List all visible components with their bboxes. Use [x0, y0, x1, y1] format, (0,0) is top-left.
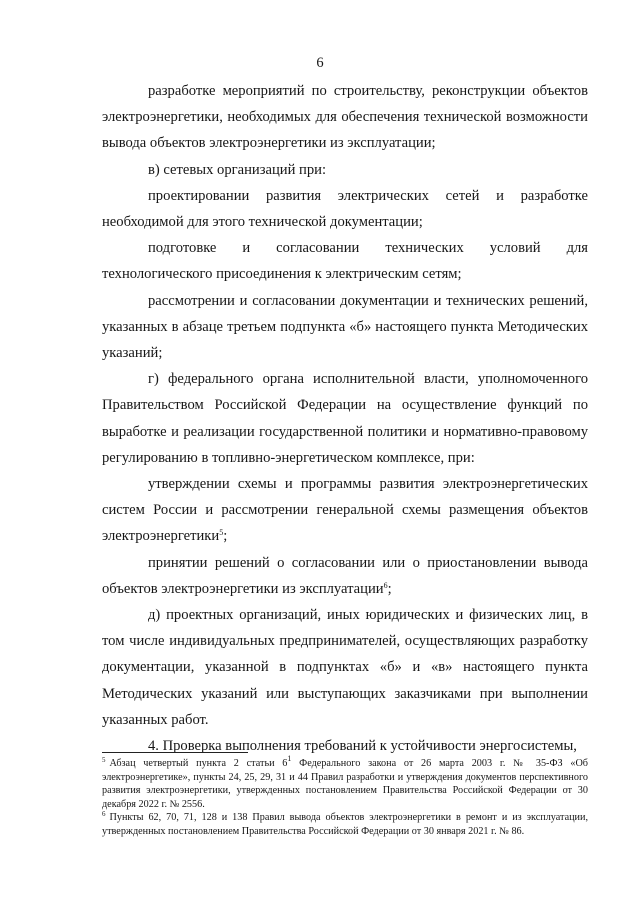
paragraph: д) проектных организаций, иных юридических и физических лиц, в том числе индивидуальных предпринимателей, осуществляющих разработку документации, указанной в подпунктах «б» и «в» настоящего пункта Методических указаний или выступающих заказчиками при выполнении указанных работ.: [102, 607, 588, 728]
paragraph-text: утверждении схемы и программы развития электроэнергетических систем России и рассмотрении генеральной схемы размещения объектов электроэнергетики: [102, 476, 588, 545]
footnotes: [102, 754, 588, 838]
paragraph: 4. Проверка выполнения требований к устойчивости энергосистемы,: [148, 738, 577, 755]
paragraph: разработке мероприятий по строительству, реконструкции объектов электроэнергетики, необходимых для обеспечения технической возможности вывода объектов электроэнергетики из эксплуатации;: [102, 83, 588, 152]
footnote: [102, 754, 588, 811]
footnote-reference: 5: [219, 528, 224, 538]
footnote-marker: 5: [102, 756, 106, 764]
footnote-text: Пункты 62, 70, 71, 128 и 138 Правил вывода объектов электроэнергетики в ремонт и из эксплуатации, утвержденных постановлением Правительства Российской Федерации от 30 января 2021 г. № 86.: [102, 812, 588, 837]
paragraph: проектировании развития электрических сетей и разработке необходимой для этого технической документации;: [102, 187, 588, 231]
paragraph: г) федерального органа исполнительной власти, уполномоченного Правительством Российской Федерации на осуществление функций по выработке и реализации государственной политики и нормативно-правовому регулированию в топливно-энергетическом комплексе, при:: [102, 371, 588, 466]
footnote-text: Абзац четвертый пункта 2 статьи 6: [109, 758, 288, 769]
paragraph: [102, 471, 588, 550]
paragraph: в) сетевых организаций при:: [148, 161, 326, 178]
paragraph: [102, 550, 588, 602]
footnote: [102, 811, 588, 838]
document-body: [102, 78, 588, 759]
paragraph: рассмотрении и согласовании документации и технических решений, указанных в абзаце третьем подпункта «б» настоящего пункта Методических указаний;: [102, 292, 588, 362]
paragraph-text: принятии решений о согласовании или о приостановлении вывода объектов электроэнергетики из эксплуатации: [102, 554, 588, 597]
footnote-marker: 6: [102, 810, 106, 818]
footnote-superscript: 1: [287, 754, 292, 763]
footnote-text: Федерального закона от 26 марта 2003 г. № 35-ФЗ «Об электроэнергетике», пункты 24, 25, 29, 31 и 44 Правил разработки и утверждения документов перспективного развития электроэнергетики, утвержденных постановлением Правительства Российской Федерации от 30 декабря 2022 г. № 2556.: [102, 758, 588, 810]
page-number: 6: [316, 55, 324, 71]
footnote-reference: 6: [383, 580, 388, 590]
paragraph-punctuation: ;: [387, 580, 392, 597]
paragraph: подготовке и согласовании технических условий для технологического присоединения к электрическим сетям;: [102, 240, 588, 283]
footnote-divider: [102, 752, 248, 753]
paragraph-punctuation: ;: [223, 528, 228, 545]
